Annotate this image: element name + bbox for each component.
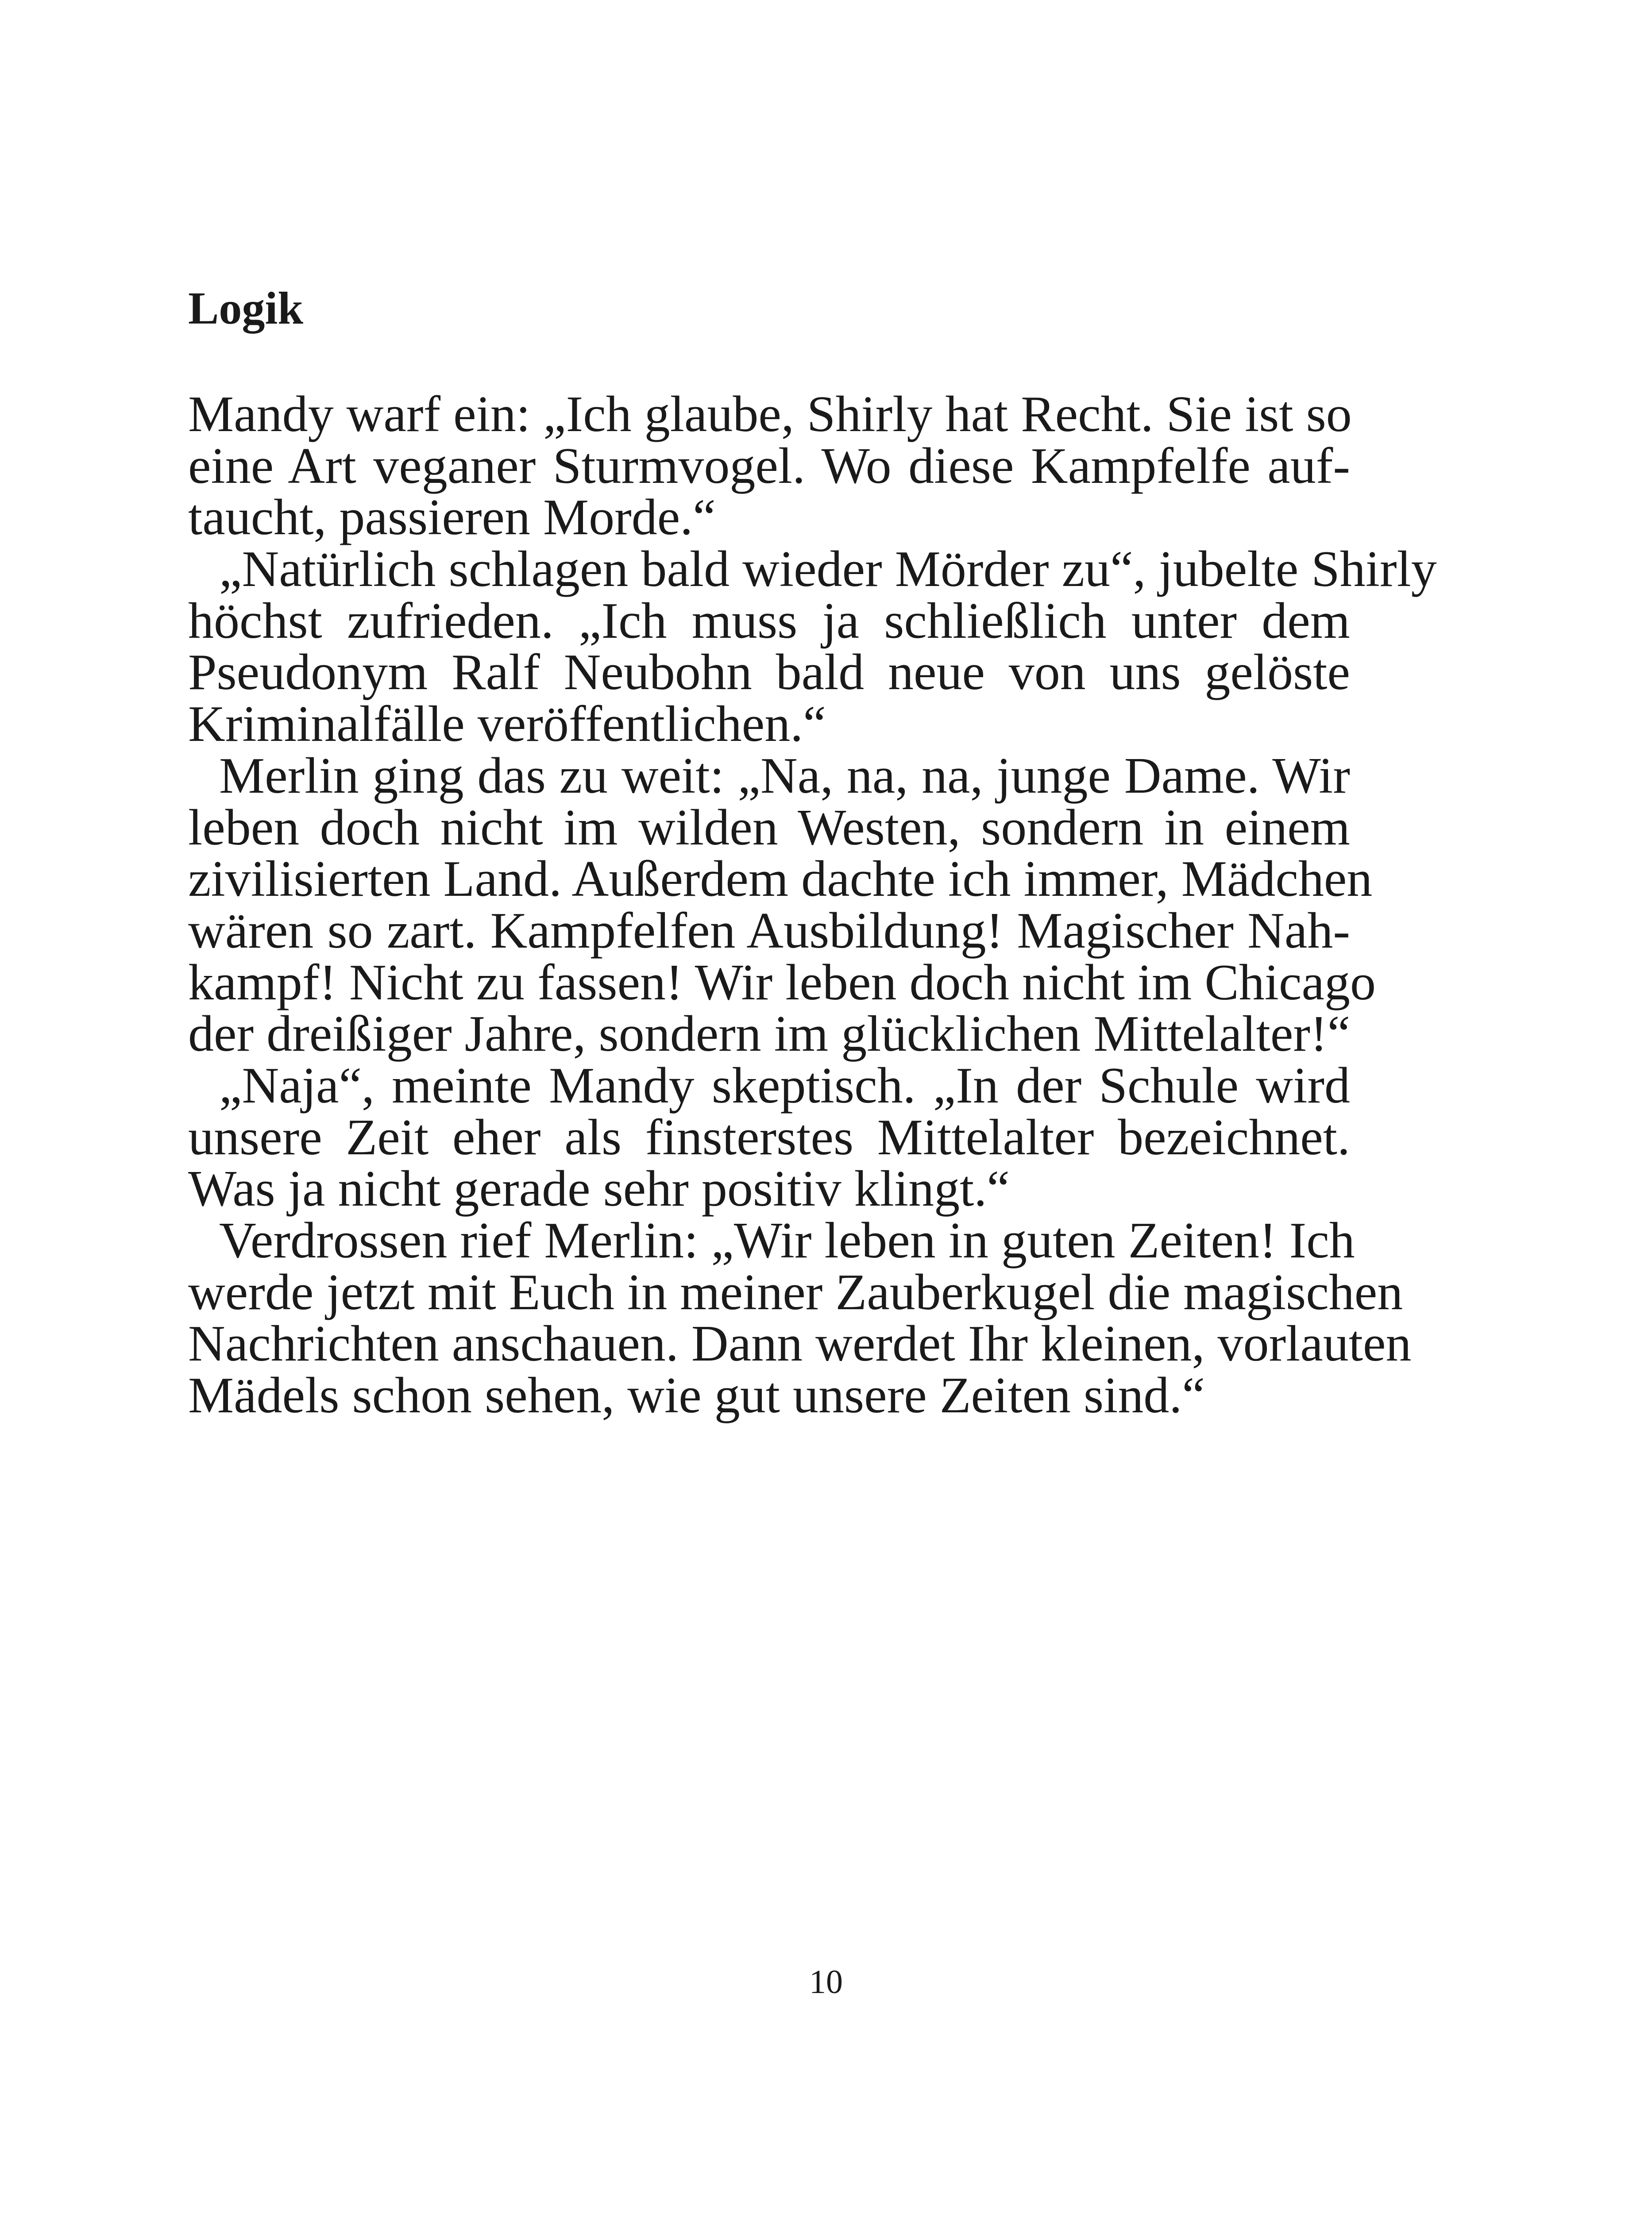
text-line: Mandy warf ein: „Ich glaube, Shirly hat Recht. Sie ist so [188,386,1352,443]
text-line: kampf! Nicht zu fassen! Wir leben doch nicht im Chicago [188,954,1376,1011]
chapter-heading: Logik [188,283,304,334]
text-line: der dreißiger Jahre, sondern im glücklichen Mittelalter!“ [188,1006,1351,1063]
text-line: „Natürlich schlagen bald wieder Mörder zu“, jubelte Shirly [219,541,1437,598]
text-line: „Naja“, meinte Mandy skeptisch. „In der Schule wird [219,1057,1350,1114]
text-line: werde jetzt mit Euch in meiner Zauberkugel die magischen [188,1264,1403,1321]
paragraph [188,541,1437,753]
text-line: eine Art veganer Sturmvogel. Wo diese Kampfelfe auf- [188,437,1350,494]
text-line: leben doch nicht im wilden Westen, sondern in einem [188,799,1350,856]
text-line: zivilisierten Land. Außerdem dachte ich immer, Mädchen [188,851,1373,908]
text-line: höchst zufrieden. „Ich muss ja schließlich unter dem [188,592,1350,649]
paragraph [188,747,1376,1063]
text-line: Mädels schon sehen, wie gut unsere Zeiten sind.“ [188,1367,1205,1424]
text-line: Was ja nicht gerade sehr positiv klingt.“ [188,1160,1010,1218]
text-line: unsere Zeit eher als finsterstes Mittelalter bezeichnet. [188,1109,1350,1166]
page-number: 10 [809,1963,843,2001]
text-line: Nachrichten anschauen. Dann werdet Ihr kleinen, vorlauten [188,1315,1412,1373]
text-line: wären so zart. Kampfelfen Ausbildung! Magischer Nah- [188,902,1350,959]
paragraph [188,1057,1350,1218]
text-line: taucht, passieren Morde.“ [188,489,716,546]
paragraph [188,1212,1412,1424]
text-line: Pseudonym Ralf Neubohn bald neue von uns gelöste [188,644,1350,701]
body-text [188,386,1437,1424]
paragraph [188,386,1352,546]
text-line: Kriminalfälle veröffentlichen.“ [188,696,826,753]
text-line: Merlin ging das zu weit: „Na, na, na, junge Dame. Wir [219,747,1350,804]
text-line: Verdrossen rief Merlin: „Wir leben in guten Zeiten! Ich [219,1212,1355,1269]
